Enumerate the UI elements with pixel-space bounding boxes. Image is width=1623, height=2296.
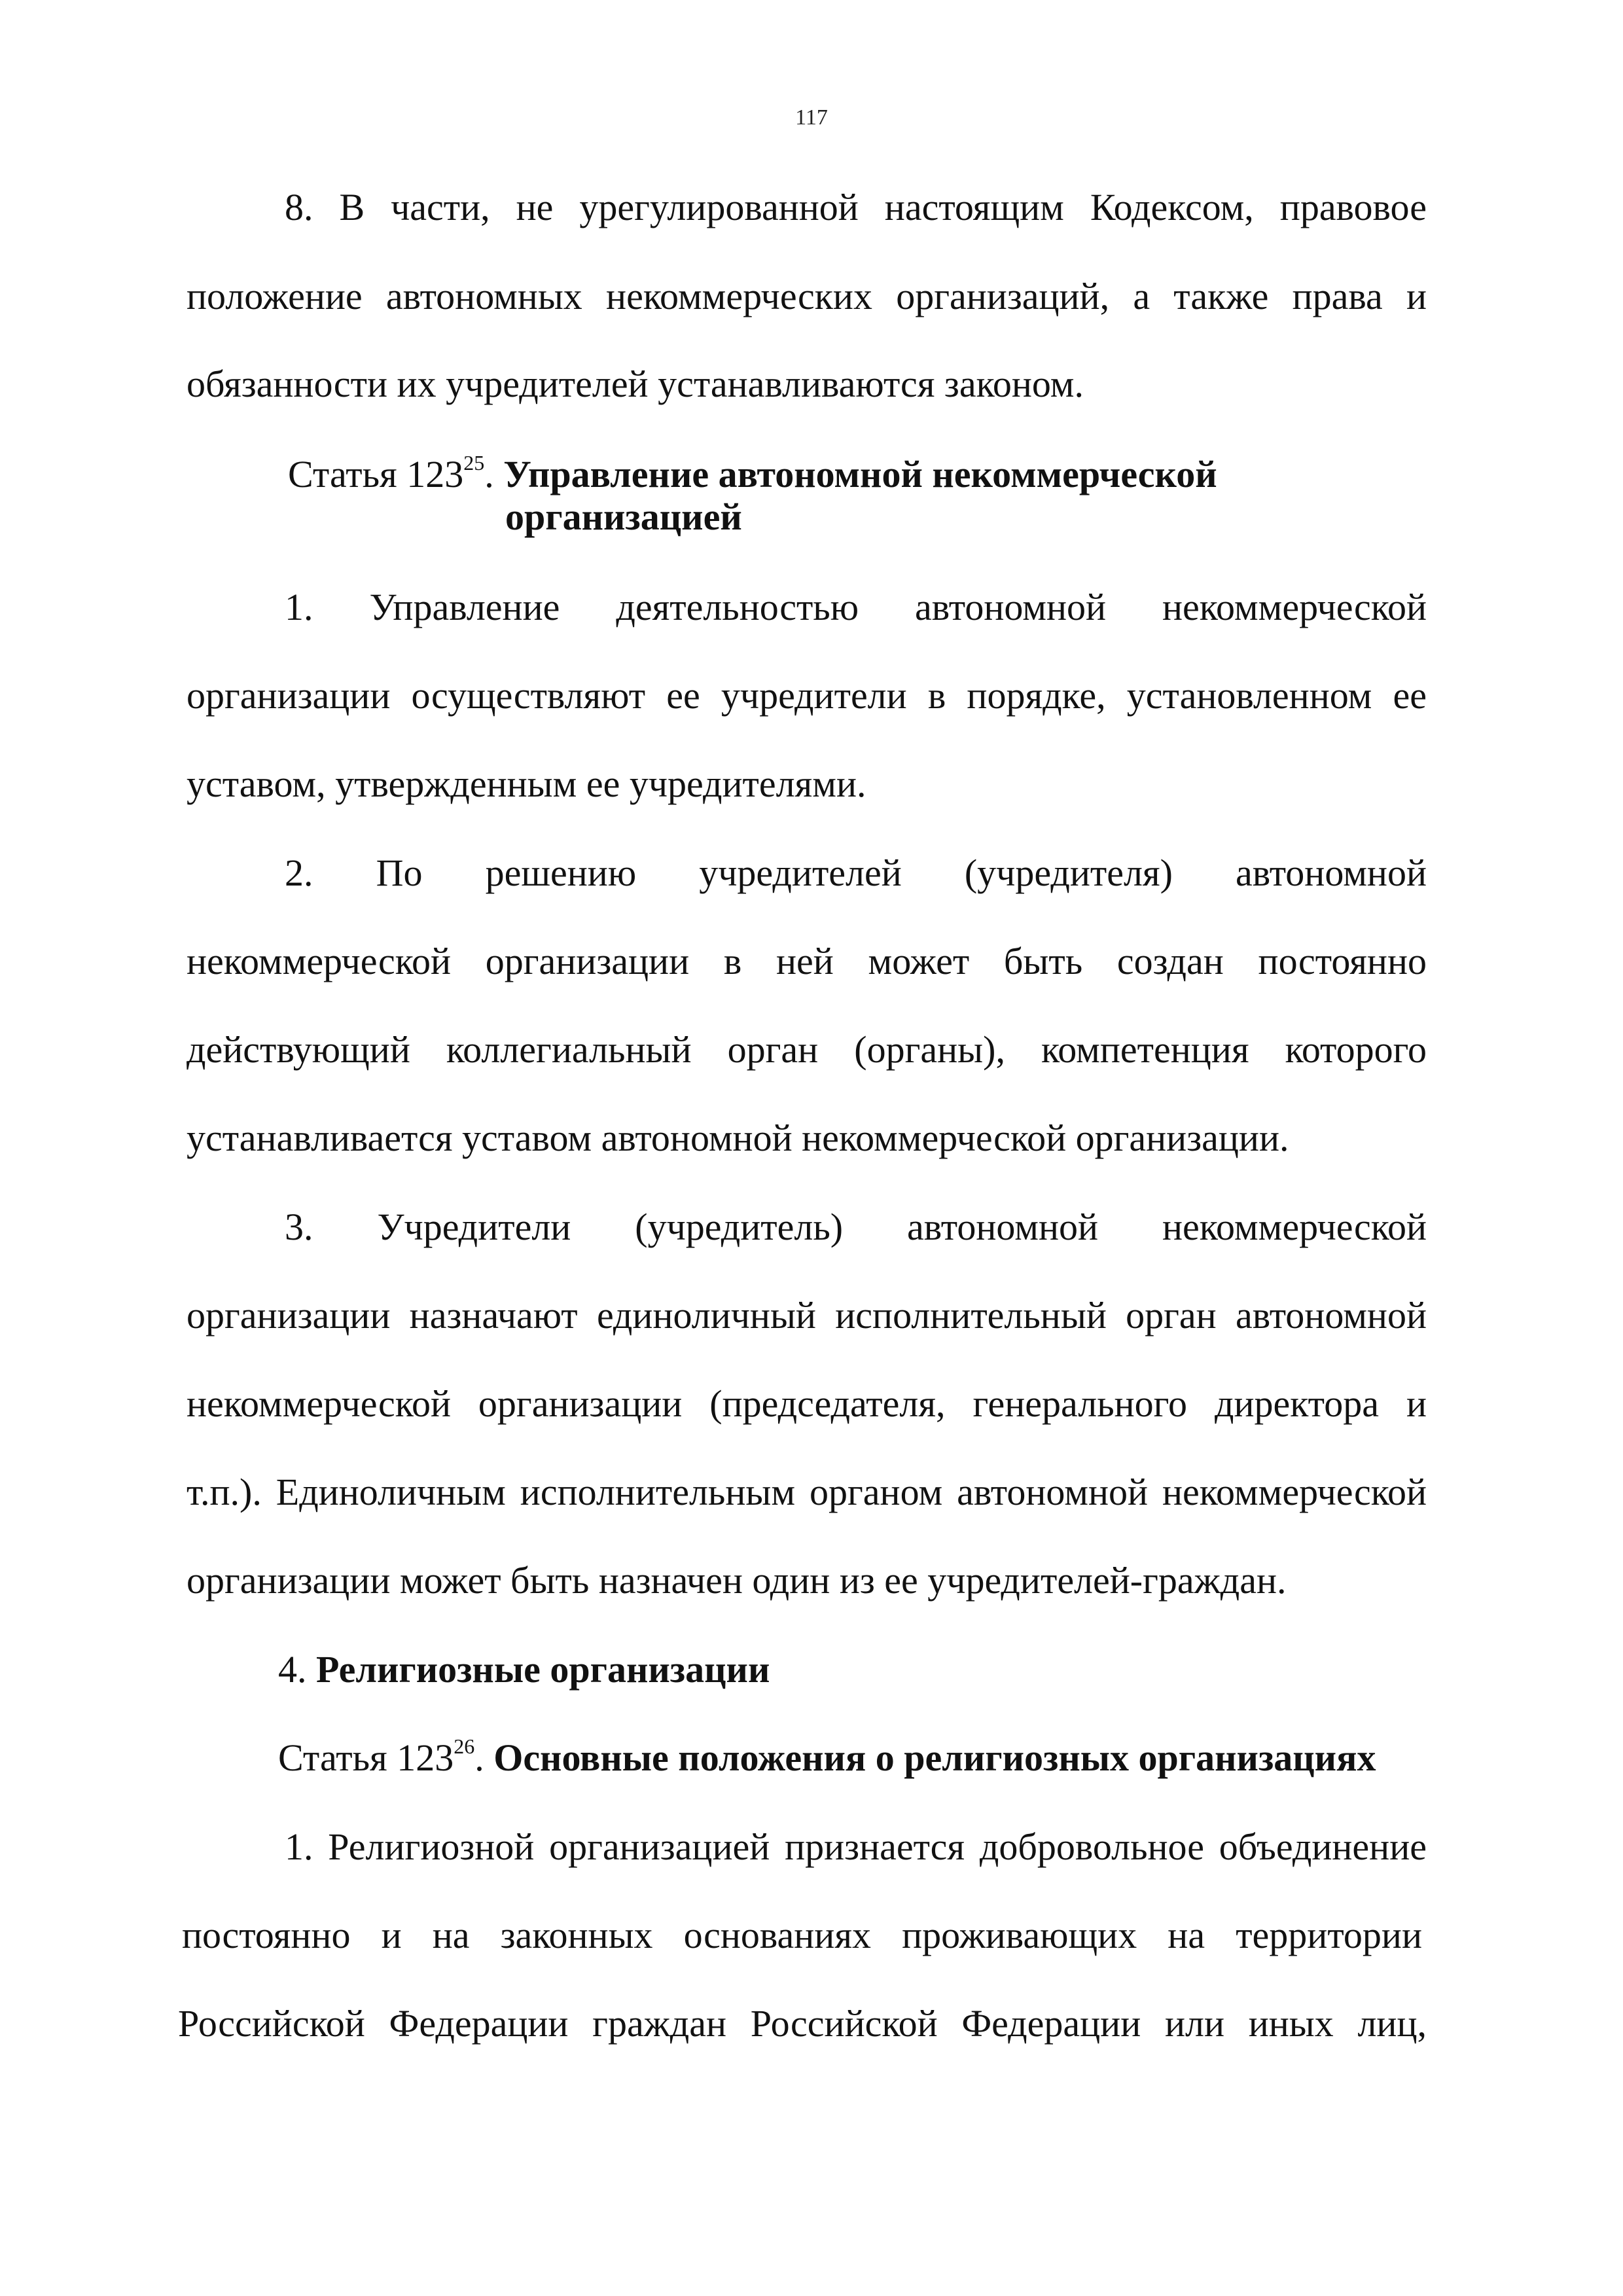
- article-123-26-title: Основные положения о религиозных организациях: [493, 1736, 1376, 1779]
- article-123-25-heading: [288, 452, 1217, 497]
- article-123-25-p2-line-3: действующий коллегиальный орган (органы), компетенция которого: [187, 1028, 1427, 1071]
- article-123-26-p1-line-3: Российской Федерации граждан Российской Федерации или иных лиц,: [178, 2002, 1427, 2045]
- article-123-26-p1-line-1: 1. Религиозной организацией признается добровольное объединение: [285, 1825, 1427, 1868]
- article-123-25-p3-line-5: организации может быть назначен один из ее учредителей-граждан.: [187, 1559, 1287, 1602]
- section-4-title: Религиозные организации: [316, 1648, 770, 1691]
- section-4-number: 4.: [278, 1648, 316, 1691]
- article-123-25-p3-line-2: организации назначают единоличный исполнительный орган автономной: [187, 1294, 1427, 1336]
- paragraph-8-line-1: 8. В части, не урегулированной настоящим Кодексом, правовое: [285, 186, 1427, 228]
- article-123-25-sup: 25: [463, 450, 485, 475]
- article-123-25-p3-line-3: некоммерческой организации (председателя, генерального директора и: [187, 1382, 1427, 1425]
- article-123-25-prefix: Статья 123: [288, 453, 464, 495]
- article-123-25-p1-line-1: 1. Управление деятельностью автономной некоммерческой: [285, 586, 1427, 628]
- article-123-25-p2-line-2: некоммерческой организации в ней может быть создан постоянно: [187, 940, 1427, 982]
- article-123-25-p3-line-1: 3. Учредители (учредитель) автономной некоммерческой: [285, 1206, 1427, 1248]
- article-123-25-p3-line-4: т.п.). Единоличным исполнительным органом автономной некоммерческой: [187, 1471, 1427, 1513]
- article-123-26-heading: [278, 1735, 1376, 1781]
- article-123-25-p2-line-4: устанавливается уставом автономной некоммерческой организации.: [187, 1117, 1289, 1159]
- article-123-25-title-line-1: Управление автономной некоммерческой: [503, 453, 1217, 495]
- article-123-25-p1-line-3: уставом, утвержденным ее учредителями.: [187, 762, 866, 805]
- article-123-25-p2-line-1: 2. По решению учредителей (учредителя) автономной: [285, 852, 1427, 894]
- article-123-26-p1-line-2: постоянно и на законных основаниях проживающих на территории: [182, 1914, 1422, 1956]
- article-123-25-dot: .: [484, 453, 494, 495]
- article-123-26-prefix: Статья 123: [278, 1736, 454, 1779]
- paragraph-8-line-2: положение автономных некоммерческих организаций, а также права и: [187, 275, 1427, 317]
- article-123-25-p1-line-2: организации осуществляют ее учредители в порядке, установленном ее: [187, 674, 1427, 717]
- paragraph-8-line-3: обязанности их учредителей устанавливаются законом.: [187, 363, 1084, 405]
- article-123-26-sup: 26: [454, 1734, 475, 1758]
- article-123-26-dot: .: [474, 1736, 494, 1779]
- page-number: 117: [795, 105, 828, 130]
- article-123-25-title-line-2: организацией: [505, 495, 742, 538]
- section-4-heading: [278, 1647, 770, 1693]
